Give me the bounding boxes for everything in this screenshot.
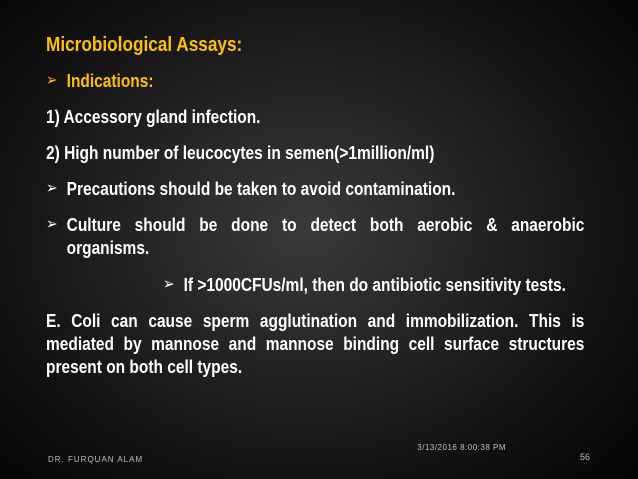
slide-content [46,33,585,393]
bullet-culture [46,214,584,260]
arrow-bullet-icon: ➢ [46,216,58,233]
list-item-2: 2) High number of leucocytes in semen(>1million/ml) [46,143,435,163]
footer-page-number: 56 [580,452,591,462]
bullet-precautions [46,178,584,200]
arrow-bullet-icon: ➢ [162,276,175,293]
precautions-text: Precautions should be taken to avoid contamination. [66,179,456,199]
arrow-bullet-icon: ➢ [46,72,58,89]
culture-text: Culture should be done to detect both aerobic & anaerobic organisms. [66,215,585,258]
sensitivity-text: If >1000CFUs/ml, then do antibiotic sensitivity tests. [183,275,566,295]
list-item-1: 1) Accessory gland infection. [46,107,261,127]
bullet-indications [46,70,584,92]
footer-date: 3/13/2016 8:00:38 PM [417,443,506,452]
footer-author: DR. FURQUAN ALAM [48,455,144,464]
arrow-bullet-icon: ➢ [46,180,58,197]
sub-bullet-sensitivity [46,274,584,296]
slide-title: Microbiological Assays: [46,34,243,56]
indications-label: Indications: [66,71,154,91]
paragraph-ecoli: E. Coli can cause sperm agglutination and immobilization. This is mediated by mannose and mannose binding cell surface structures present on both cell types. [46,311,585,377]
